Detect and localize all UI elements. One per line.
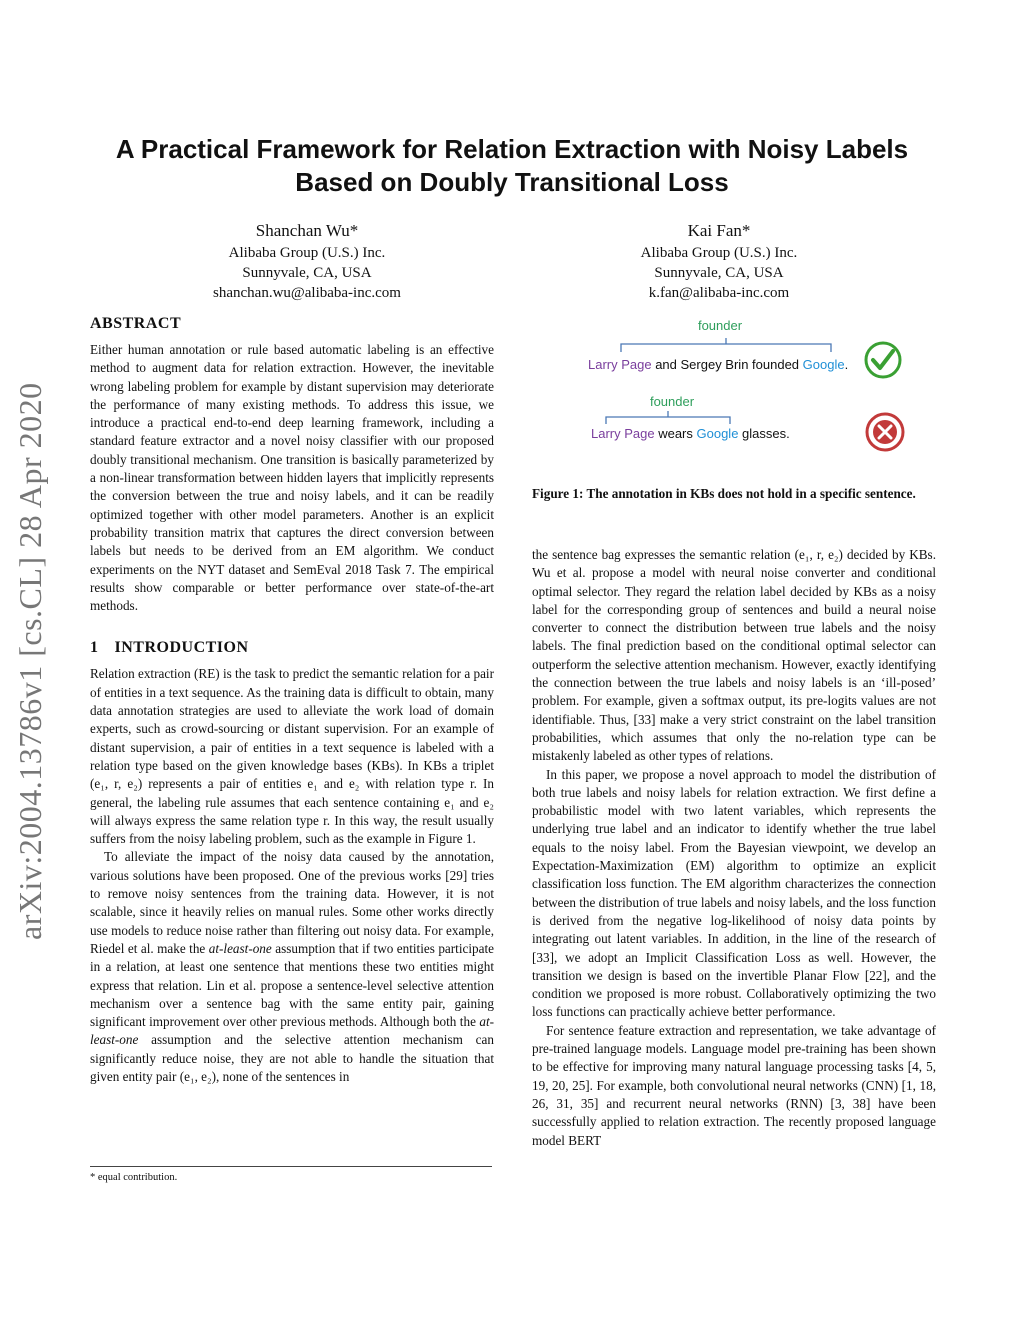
author-block-1	[142, 220, 472, 303]
sentence-text: and Sergey Brin founded	[651, 357, 803, 372]
author-location: Sunnyvale, CA, USA	[654, 265, 784, 281]
entity-head: Larry Page	[591, 426, 655, 441]
author-affiliation: Alibaba Group (U.S.) Inc.	[228, 245, 386, 261]
author-block-2	[554, 220, 884, 303]
relation-bracket-2	[606, 411, 730, 424]
text-run: assumption that if two entities participate in a relation, at least one sentence that mentions these two entities might express that relation. Lin et al. propose a sentence-level selective attention mechanism over a sentence bag with the same entity pair, gaining significant improvement over other previous methods. Although both the	[90, 940, 494, 1030]
italic-term: at-least-one	[208, 940, 272, 956]
section-heading-introduction	[90, 637, 494, 659]
text-run: To alleviate the impact of the noisy data caused by the annotation, various solutions have been proposed. One of the previous works [29] tries to remove noisy sentences from the training data. However, it is not scalable, since it heavily relies on manual rules. Some other works directly use models to reduce noise rather than filtering out noisy data. For example, Riedel et al. make the	[90, 849, 494, 956]
abstract-text: Either human annotation or rule based automatic labeling is an effective method to augment data for relation extraction. However, the inevitable wrong labeling problem for example by distant supervision may deteriorate the performance of many existing methods. To address this issue, we introduce a practical end-to-end deep learning framework, including a standard feature extractor and a novel noisy classifier with our proposed doubly transitional mechanism. One transition is basically parameterized by a non-linear transformation between hidden layers that implicitly represents the conversion between the true and noisy labels, and it can be readily optimized together with other model parameters. Another is an explicit probability transition matrix that captures the direct conversion between labels but needs to be derived from an EM algorithm. We conduct experiments on the NYT dataset and SemEval 2018 Task 7. The empirical results show comparable or better performance over state-of-the-art methods.	[90, 342, 494, 614]
left-column	[90, 313, 494, 1086]
body-paragraph-2: In this paper, we propose a novel approach to model the distribution of both true labels and noisy labels for relation extraction. We first define a probabilistic model with two latent variables, which represents the underlying true label and an indicator to identify whether the true label equals to the noisy label. From the Bayesian viewpoint, we develop an Expectation-Maximization (EM) algorithm to optimize an explicit classification loss function. The EM algorithm characterizes the connection between the distribution of true labels and noisy labels, and the loss function is derived from the negative log-likelihood of noisy data points by integrating out latent variables. In addition, in the line of the research of [33], we adopt an Implicit Classification Loss as well. However, the transition we design is based on the invertible Planar Flow [22], and the condition we proposed is more robust. Collaboratively optimizing the two loss functions can practically achieve better performance.	[532, 766, 936, 1020]
relation-label-1: founder	[697, 318, 743, 333]
section-number: 1	[90, 639, 99, 657]
figure-caption: Figure 1: The annotation in KBs does not hold in a specific sentence.	[532, 486, 916, 501]
relation-bracket-1	[621, 338, 831, 352]
arxiv-identifier[interactable]: arXiv:2004.13786v1 [cs.CL] 28 Apr 2020	[12, 382, 48, 940]
title-line-1: A Practical Framework for Relation Extraction with Noisy Labels	[115, 134, 909, 164]
intro-paragraph-1: Relation extraction (RE) is the task to predict the semantic relation for a pair of entities in a text sequence. As the training data is difficult to obtain, many data annotation strategies are used to alleviate the work load of domain experts, such as crowd-sourcing or distant supervision. For an example of distant supervision, a pair of entities in a text sequence is labeled with a relation type based on the given knowledge bases (KBs). In KBs a triplet (e₁, r, e₂) represents a pair of entities e₁ and e₂ with relation type r. In general, the labeling rule assumes that each sentence containing e₁ and e₂ will always express the same relation type r. In this way, the result usually suffers from the noisy labeling problem, such as the example in Figure 1.	[90, 666, 494, 847]
footnote: * equal contribution.	[90, 1172, 178, 1183]
figure-1	[560, 310, 920, 470]
title-line-2: Based on Doubly Transitional Loss	[295, 167, 729, 197]
sentence-text: glasses.	[738, 426, 790, 441]
sentence-2	[591, 426, 790, 441]
figure-1-graphic	[560, 310, 920, 470]
entity-tail: Google	[696, 426, 739, 441]
intro-paragraph-2	[90, 848, 494, 1086]
check-icon-mark	[873, 351, 893, 368]
body-paragraph-3: For sentence feature extraction and representation, we take advantage of pre-trained language models. Language model pre-training has been shown to be effective for improving many natural language processing tasks [4, 5, 19, 20, 25]. For example, both convolutional neural networks (CNN) [1, 18, 26, 31, 35] and recurrent neural networks (RNN) [3, 38] have been successfully applied to relation extraction. The recently proposed language model BERT	[532, 1022, 936, 1148]
footnote-divider	[90, 1166, 492, 1167]
section-title: INTRODUCTION	[114, 639, 249, 657]
relation-label-2: founder	[649, 394, 695, 409]
author-email[interactable]: shanchan.wu@alibaba-inc.com	[213, 285, 401, 301]
sentence-text: .	[844, 357, 849, 372]
author-name: Kai Fan*	[687, 221, 751, 240]
sentence-1	[588, 357, 848, 372]
author-affiliation: Alibaba Group (U.S.) Inc.	[640, 245, 798, 261]
paper-title	[60, 133, 964, 199]
entity-tail: Google	[802, 357, 845, 372]
text-run: assumption and the selective attention mechanism can significantly reduce noise, they are not able to handle the situation that given entity pair (e₁, e₂), none of the sentences in	[90, 1032, 494, 1084]
right-column	[532, 546, 936, 1150]
sentence-text: wears	[654, 426, 697, 441]
author-name: Shanchan Wu*	[255, 221, 359, 240]
abstract-heading: ABSTRACT	[90, 315, 182, 332]
author-location: Sunnyvale, CA, USA	[242, 265, 372, 281]
entity-head: Larry Page	[588, 357, 652, 372]
author-email[interactable]: k.fan@alibaba-inc.com	[648, 285, 790, 301]
body-paragraph-1: the sentence bag expresses the semantic relation (e₁, r, e₂) decided by KBs. Wu et al. propose a model with neural noise converter and conditional optimal selector. They regard the relation label decided by KBs as a noisy label for the corresponding group of sentences and build a neural noise converter to connect the distribution between true labels and the noisy labels. The final prediction based on the conditional optimal selector can outperform the selective attention mechanism. However, exactly identifying the connection between the true labels and noisy labels is an ‘ill-posed’ problem. For example, given a softmax output, its pre-logits values are not identifiable. Thus, [33] make a very strict constraint on the label transition probabilities, which assumes that only the no-relation type can be mistakenly labeled as other types of relations.	[532, 547, 936, 764]
italic-term: at-least-one	[90, 1014, 494, 1048]
